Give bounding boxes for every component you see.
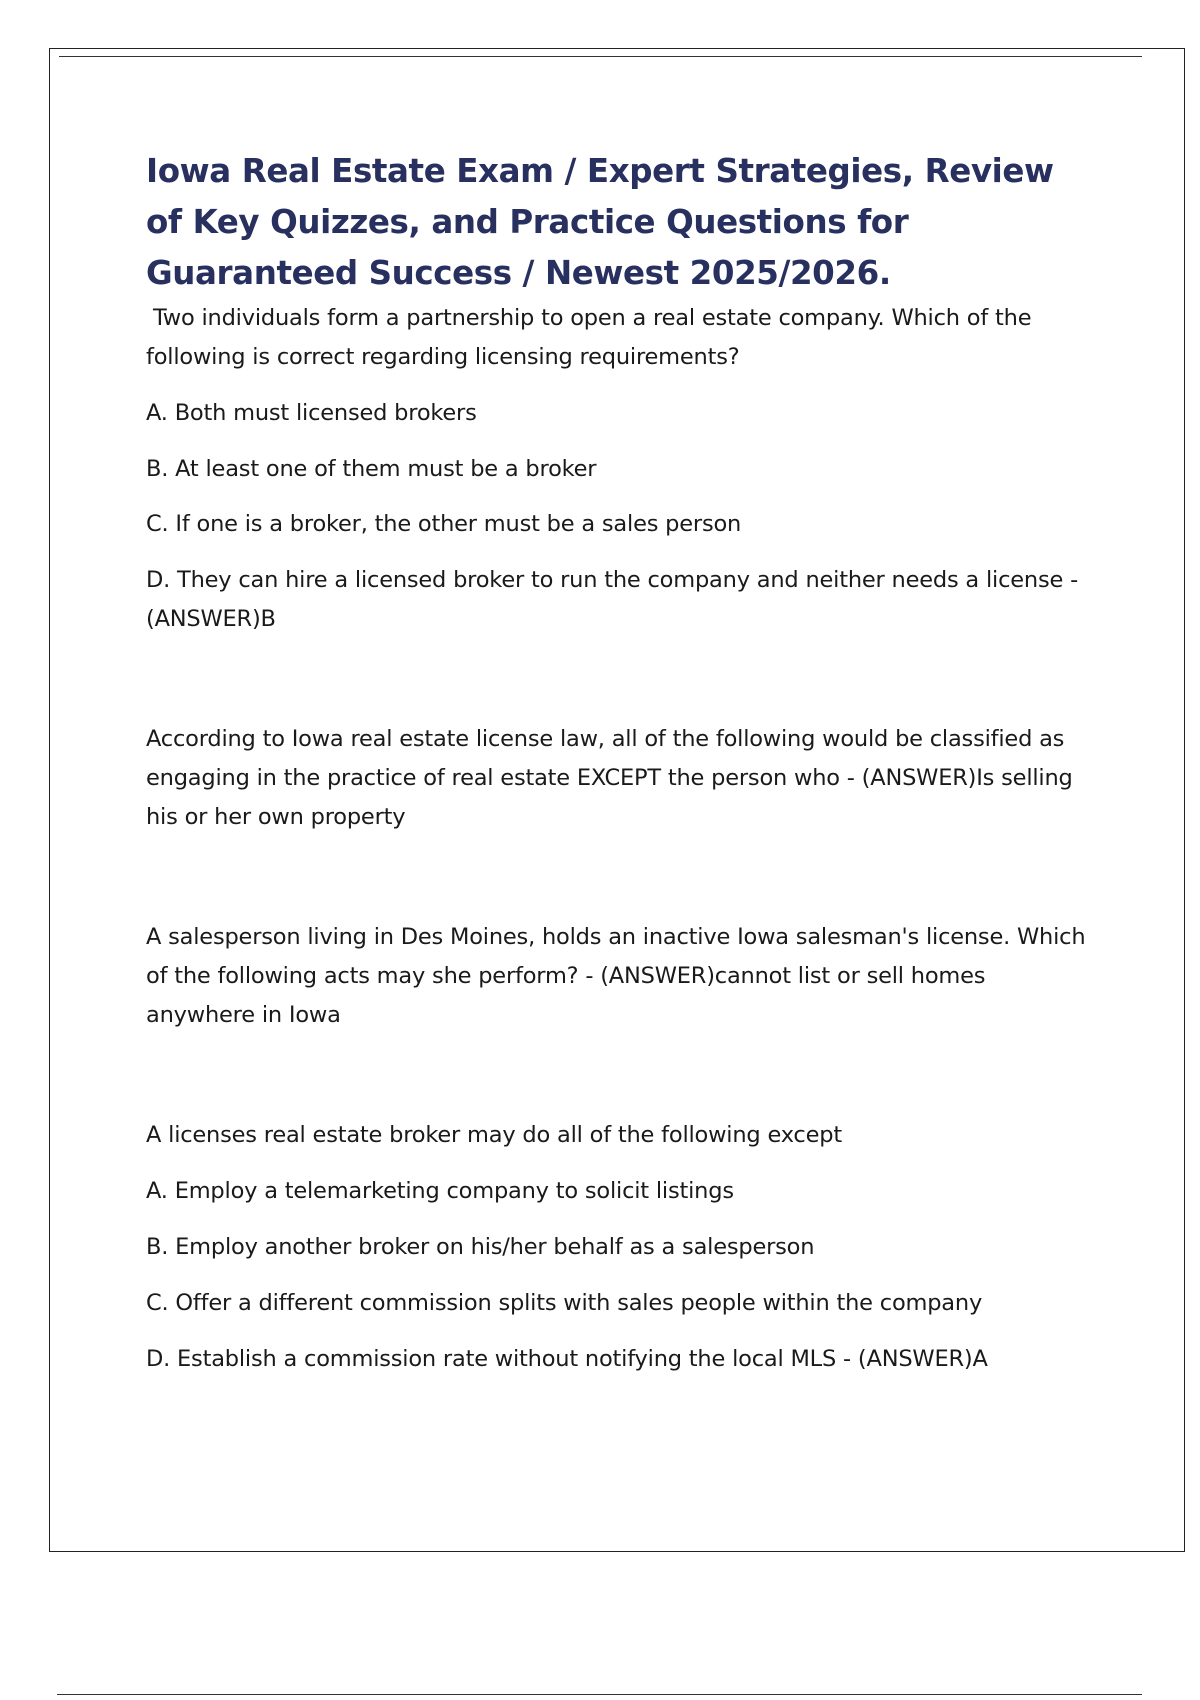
question-1-stem: Two individuals form a partnership to open a real estate company. Which of the following is correct regarding licensing requirements? [146, 305, 1039, 370]
question-1 [146, 299, 1096, 639]
top-rule [59, 56, 1142, 57]
question-4-option-d: D. Establish a commission rate without notifying the local MLS - (ANSWER)A [146, 1346, 988, 1372]
question-1-option-c: C. If one is a broker, the other must be a sales person [146, 511, 742, 537]
document-body [146, 146, 1096, 1379]
document-title: Iowa Real Estate Exam / Expert Strategies, Review of Key Quizzes, and Practice Questions for Guaranteed Success / Newest 2025/2026. [146, 152, 1054, 292]
question-4-option-c: C. Offer a different commission splits with sales people within the company [146, 1290, 983, 1316]
question-1-option-d: D. They can hire a licensed broker to run the company and neither needs a license - (ANSWER)B [146, 567, 1078, 632]
question-4 [146, 1116, 1096, 1379]
question-2-stem: According to Iowa real estate license law, all of the following would be classified as engaging in the practice of real estate EXCEPT the person who - (ANSWER)Is selling his or her own property [146, 726, 1073, 830]
question-4-option-b: B. Employ another broker on his/her behalf as a salesperson [146, 1234, 815, 1260]
question-1-option-a: A. Both must licensed brokers [146, 400, 477, 426]
footer-rule [57, 1694, 1142, 1695]
question-3-stem: A salesperson living in Des Moines, holds an inactive Iowa salesman's license. Which of the following acts may she perform? - (ANSWER)cannot list or sell homes anywhere in Iowa [146, 924, 1086, 1028]
question-2 [146, 720, 1096, 837]
question-4-stem: A licenses real estate broker may do all of the following except [146, 1122, 842, 1148]
question-3 [146, 918, 1096, 1035]
question-4-option-a: A. Employ a telemarketing company to solicit listings [146, 1178, 734, 1204]
question-1-option-b: B. At least one of them must be a broker [146, 456, 597, 482]
